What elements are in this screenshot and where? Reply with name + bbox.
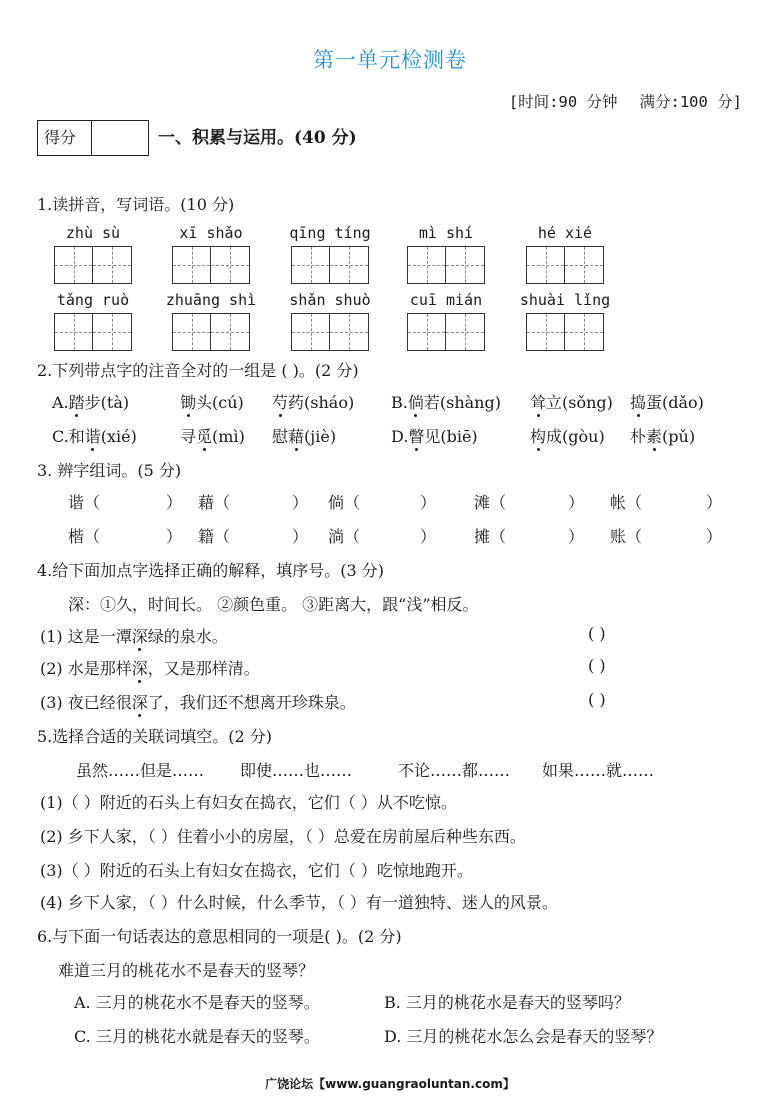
q4-answer-blank[interactable]: ( ) (588, 624, 606, 643)
q3-blank-close[interactable]: ） (420, 493, 437, 512)
q2-item (272, 424, 336, 447)
q2-item (630, 390, 704, 413)
q4-item-pre: (1) 这是一潭 (40, 627, 132, 646)
q4-item-post: 了，我们还不想离开珍珠泉。 (147, 693, 356, 712)
writing-box[interactable] (54, 246, 132, 284)
q5-option: 如果……就…… (542, 761, 655, 780)
page-title: 第一单元检测卷 (313, 48, 467, 72)
q3-blank-close[interactable]: ） (706, 527, 723, 546)
q2-item-dotted-char: 踏 (68, 393, 85, 412)
q3-blank-close[interactable]: ） (420, 527, 437, 546)
q5-item[interactable]: (2) 乡下人家，（ ）住着小小的房屋，（ ）总爱在房前屋后种些东西。 (40, 827, 526, 846)
q2-item-prefix: 寻 (180, 427, 197, 446)
question-1: 1.读拼音，写词语。(10 分) (37, 195, 235, 214)
q4-item-post: 绿的泉水。 (147, 627, 228, 646)
q2-item (530, 424, 605, 447)
q2-item-dotted-char: 瞥 (408, 427, 425, 446)
writing-cell[interactable] (407, 246, 446, 284)
writing-cell[interactable] (565, 313, 604, 351)
q3-char: 帐（ (610, 493, 643, 512)
q2-item-prefix: D. (391, 427, 409, 446)
q4-item (40, 624, 228, 647)
q2-item-dotted-char: 藉 (288, 427, 305, 446)
section-heading: 一、积累与运用。(40 分) (158, 128, 357, 148)
q5-option: 虽然……但是…… (76, 761, 205, 780)
time-limit: [时间:90 分钟 (508, 93, 618, 111)
pinyin-label: zhù sù (65, 224, 121, 242)
q3-blank-close[interactable]: ） (568, 493, 585, 512)
writing-box[interactable] (172, 246, 250, 284)
writing-box[interactable] (172, 313, 250, 351)
q3-char: 籍（ (198, 527, 231, 546)
writing-cell[interactable] (446, 313, 485, 351)
q4-answer-blank[interactable]: ( ) (588, 690, 606, 709)
q4-item-dotted-char: 深 (131, 659, 148, 678)
q3-blank-close[interactable]: ） (568, 527, 585, 546)
q3-char: 藉（ (198, 493, 231, 512)
writing-cell[interactable] (93, 246, 132, 284)
writing-box[interactable] (54, 313, 132, 351)
q2-item-rest: 成(gòu) (546, 427, 605, 446)
writing-box[interactable] (526, 246, 604, 284)
q4-item-dotted-char: 深 (131, 693, 148, 712)
q2-item-rest: (mì) (212, 427, 245, 446)
q4-item-pre: (2) 水是那样 (40, 659, 132, 678)
writing-cell[interactable] (330, 246, 369, 284)
pinyin-label: hé xié (537, 224, 593, 242)
q2-item-dotted-char: 素 (646, 427, 663, 446)
q2-item (530, 390, 613, 413)
q2-item (52, 424, 137, 447)
writing-cell[interactable] (565, 246, 604, 284)
q4-item-post: ，又是那样清。 (147, 659, 260, 678)
q3-char: 摊（ (474, 527, 507, 546)
q5-option: 即使……也…… (240, 761, 353, 780)
writing-cell[interactable] (407, 313, 446, 351)
q2-item-dotted-char: 耸 (530, 393, 547, 412)
q6-sentence: 难道三月的桃花水不是春天的竖琴？ (58, 961, 315, 980)
q2-item (180, 390, 244, 413)
q5-item[interactable]: (3)（ ）附近的石头上有妇女在捣衣，它们（ ）吃惊地跑开。 (40, 861, 473, 880)
question-2: 2.下列带点字的注音全对的一组是 ( )。(2 分) (37, 361, 359, 380)
q2-item-rest: (xié) (100, 427, 137, 446)
q2-item-prefix: 朴 (630, 427, 647, 446)
q2-item-rest: 蛋(dǎo) (646, 393, 704, 412)
q2-item (180, 424, 245, 447)
q6-option-a[interactable]: A. 三月的桃花水不是春天的竖琴。 (74, 993, 320, 1012)
q4-item (40, 690, 356, 713)
question-6: 6.与下面一句话表达的意思相同的一项是( )。(2 分) (37, 927, 402, 946)
writing-cell[interactable] (526, 246, 565, 284)
writing-cell[interactable] (54, 246, 93, 284)
pinyin-label: zhuāng shì (165, 291, 257, 309)
q3-char: 淌（ (328, 527, 361, 546)
question-4: 4.给下面加点字选择正确的解释，填序号。(3 分) (37, 561, 385, 580)
q4-meanings: 深：①久，时间长。 ②颜色重。 ③距离大，跟“浅”相反。 (68, 595, 479, 614)
q2-item (391, 390, 501, 413)
q3-blank-close[interactable]: ） (706, 493, 723, 512)
q3-char: 倘（ (328, 493, 361, 512)
pinyin-label: tǎng ruò (56, 291, 130, 309)
q2-item (52, 390, 129, 413)
writing-cell[interactable] (446, 246, 485, 284)
q3-char: 滩（ (474, 493, 507, 512)
writing-cell[interactable] (54, 313, 93, 351)
q2-item-rest: 头(cú) (196, 393, 244, 412)
q3-blank-close[interactable]: ） (292, 527, 309, 546)
q2-item-dotted-char: 捣 (630, 393, 647, 412)
q2-item-dotted-char: 倘 (407, 393, 424, 412)
q2-item-prefix: A. (52, 393, 69, 412)
score-box (37, 120, 149, 156)
q4-item-dotted-char: 深 (131, 627, 148, 646)
q3-blank-close[interactable]: ） (166, 527, 183, 546)
pinyin-label: xī shǎo (179, 224, 243, 242)
time-score-info (509, 90, 742, 112)
q6-option-d[interactable]: D. 三月的桃花水怎么会是春天的竖琴？ (384, 1027, 663, 1046)
question-3: 3. 辨字组词。(5 分) (37, 461, 182, 480)
q4-answer-blank[interactable]: ( ) (588, 656, 606, 675)
q2-item-dotted-char: 锄 (180, 393, 197, 412)
writing-cell[interactable] (291, 246, 330, 284)
full-score: 满分:100 分] (639, 93, 742, 111)
pinyin-label: qīng tíng (289, 224, 371, 242)
q2-item-prefix: C.和 (52, 427, 85, 446)
q2-item-dotted-char: 芍 (272, 393, 289, 412)
q2-item-dotted-char: 构 (530, 427, 547, 446)
writing-cell[interactable] (330, 313, 369, 351)
q2-item-rest: 药(sháo) (288, 393, 355, 412)
question-5: 5.选择合适的关联词填空。(2 分) (37, 727, 273, 746)
writing-box[interactable] (291, 313, 369, 351)
score-blank[interactable] (92, 121, 148, 155)
writing-cell[interactable] (291, 313, 330, 351)
writing-cell[interactable] (211, 313, 250, 351)
writing-box[interactable] (291, 246, 369, 284)
q2-item-rest: (pǔ) (662, 427, 696, 446)
q2-item-rest: (jiè) (304, 427, 337, 446)
q2-item-rest: 立(sǒng) (546, 393, 613, 412)
q6-option-b[interactable]: B. 三月的桃花水是春天的竖琴吗？ (384, 993, 630, 1012)
q3-blank-close[interactable]: ） (166, 493, 183, 512)
footer-watermark: 广饶论坛【www.guangraoluntan.com】 (265, 1077, 515, 1091)
q5-option: 不论……都…… (398, 761, 511, 780)
q3-char: 谐（ (68, 493, 101, 512)
q3-char: 账（ (610, 527, 643, 546)
q4-item (40, 656, 260, 679)
q5-item[interactable]: (4) 乡下人家，（ ）什么时候，什么季节，（ ）有一道独特、迷人的风景。 (40, 893, 558, 912)
q2-item-prefix: 慰 (272, 427, 289, 446)
q2-item (272, 390, 354, 413)
writing-box[interactable] (407, 313, 485, 351)
q2-item-rest: 若(shàng) (423, 393, 501, 412)
q2-item-rest: 步(tà) (84, 393, 130, 412)
q2-item-dotted-char: 谐 (84, 427, 101, 446)
writing-cell[interactable] (93, 313, 132, 351)
q5-item[interactable]: (1)（ ）附近的石头上有妇女在捣衣，它们（ ）从不吃惊。 (40, 793, 457, 812)
pinyin-label: shuài lǐng (519, 291, 611, 309)
writing-box[interactable] (407, 246, 485, 284)
writing-cell[interactable] (172, 246, 211, 284)
q2-item-prefix: B. (391, 393, 408, 412)
q2-item-rest: 见(biē) (424, 427, 478, 446)
writing-cell[interactable] (172, 313, 211, 351)
pinyin-label: cuī mián (409, 291, 483, 309)
writing-cell[interactable] (526, 313, 565, 351)
q3-blank-close[interactable]: ） (292, 493, 309, 512)
pinyin-label: mì shí (418, 224, 474, 242)
writing-cell[interactable] (211, 246, 250, 284)
q3-char: 楷（ (68, 527, 101, 546)
score-label: 得分 (38, 121, 92, 155)
q2-item-dotted-char: 觅 (196, 427, 213, 446)
q6-option-c[interactable]: C. 三月的桃花水就是春天的竖琴。 (74, 1027, 320, 1046)
pinyin-label: shǎn shuò (289, 291, 371, 309)
writing-box[interactable] (526, 313, 604, 351)
q4-item-pre: (3) 夜已经很 (40, 693, 132, 712)
q2-item (391, 424, 478, 447)
q2-item (630, 424, 695, 447)
